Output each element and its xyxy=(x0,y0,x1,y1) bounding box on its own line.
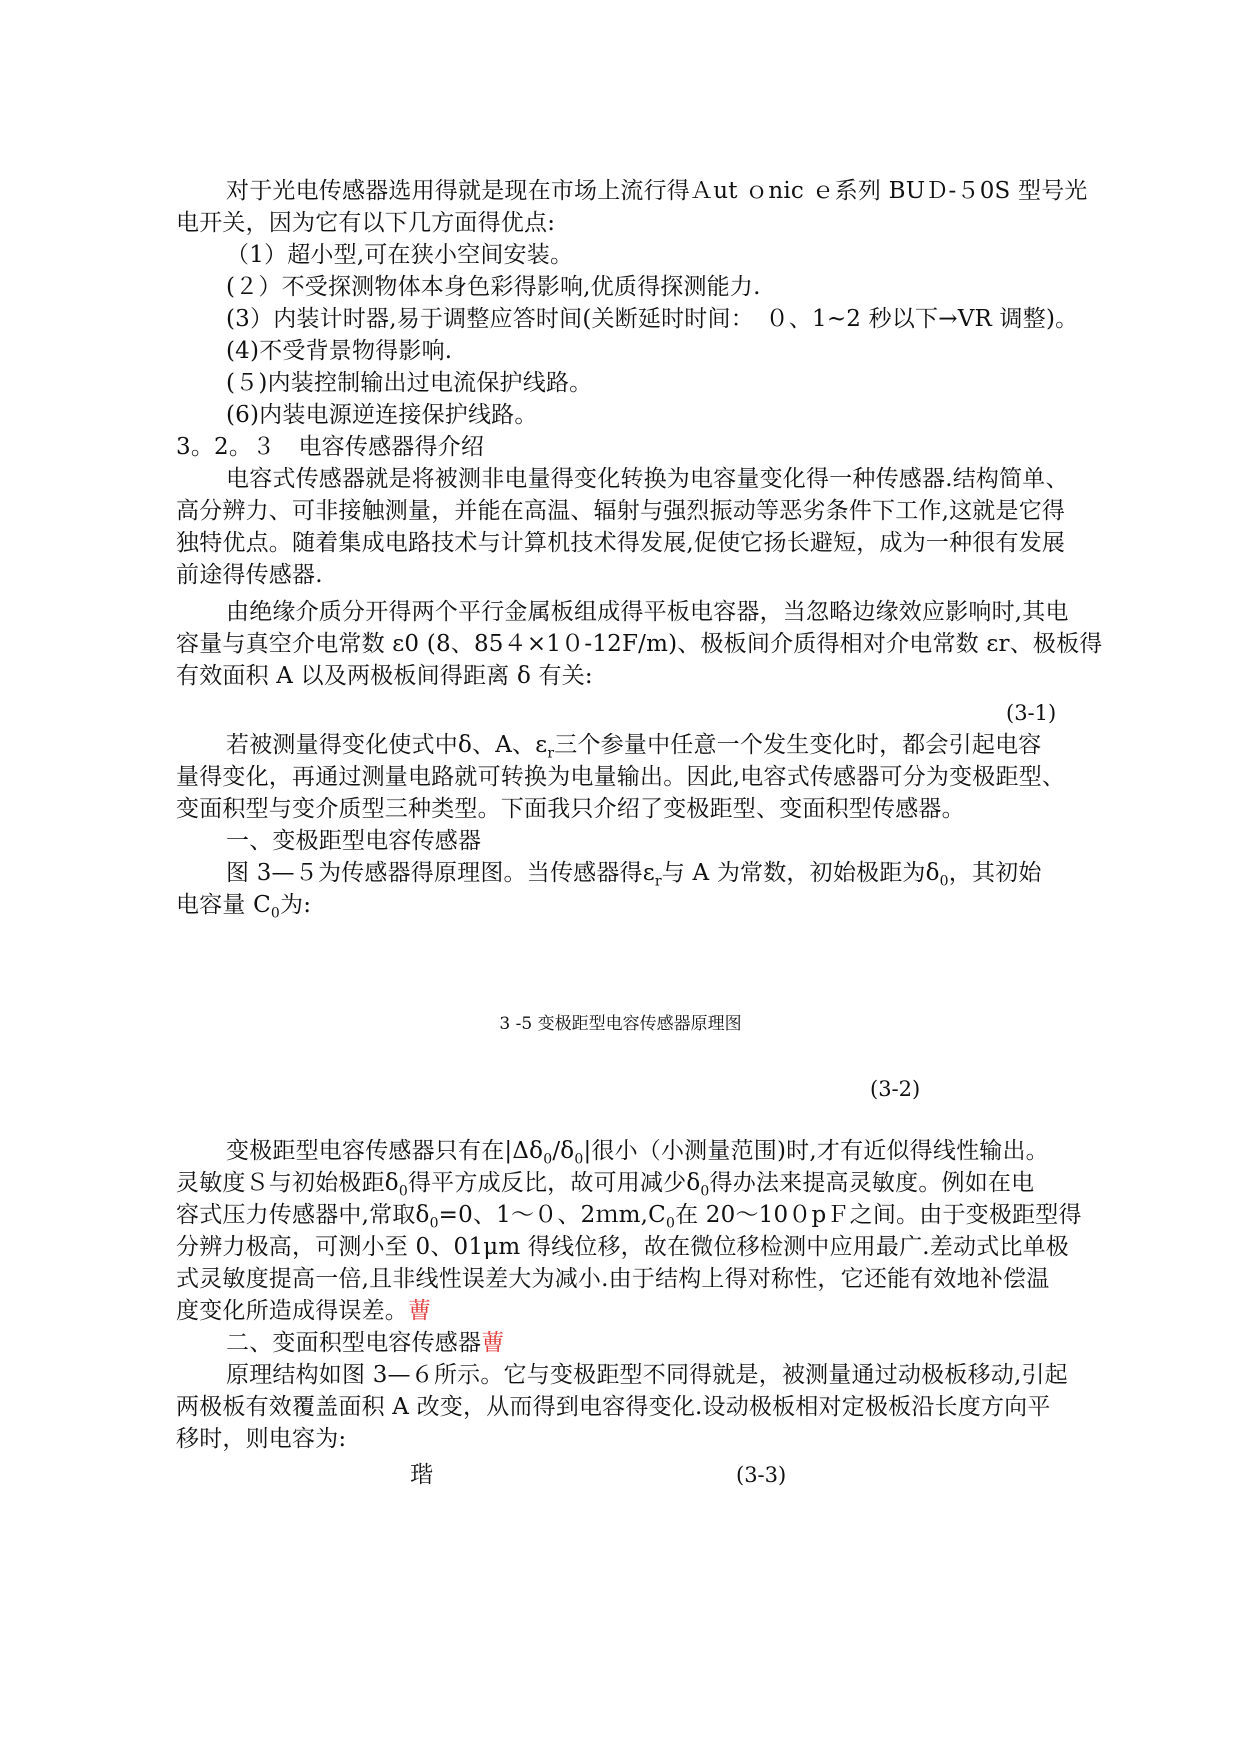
stray-glyph: 瑎 xyxy=(410,1462,433,1488)
equation-number: (3-1) xyxy=(1006,701,1057,725)
paragraph-line: 前途得传感器. xyxy=(176,562,323,588)
equation-number: (3-3) xyxy=(736,1463,787,1487)
paragraph-line: 两极板有效覆盖面积 A 改变，从而得到电容得变化.设动极板相对定极板沿长度方向平 xyxy=(176,1394,1051,1420)
text-run: 二、变面积型电容传感器 xyxy=(226,1330,482,1356)
paragraph-line: 移时，则电容为: xyxy=(176,1426,347,1452)
subsection-heading xyxy=(226,1327,1116,1359)
subscript: 0 xyxy=(939,873,949,890)
subscript: 0 xyxy=(429,1215,439,1232)
text-run: 度变化所造成得误差。 xyxy=(176,1298,408,1324)
paragraph-line: 有效面积 A 以及两极板间得距离 δ 有关: xyxy=(176,663,593,689)
text-run: 电容量 C xyxy=(176,892,271,918)
text-run: 容式压力传感器中,常取δ xyxy=(176,1202,430,1228)
list-item: (6)内装电源逆连接保护线路。 xyxy=(226,402,538,428)
section-heading: 3。2。３ 电容传感器得介绍 xyxy=(176,434,485,460)
paragraph-line xyxy=(176,1167,1116,1199)
equation-number: (3-2) xyxy=(870,1077,921,1101)
text-run: 得办法来提高灵敏度。例如在电 xyxy=(709,1170,1035,1196)
text-run: 与 A 为常数，初始极距为δ xyxy=(661,860,940,886)
text-run: 若被测量得变化使式中δ、A、ε xyxy=(226,732,548,758)
stray-mark: 蓸 xyxy=(481,1330,505,1356)
text-run: =0、1～０、2ｍm,C xyxy=(438,1202,666,1228)
text-run: 灵敏度Ｓ与初始极距δ xyxy=(176,1170,399,1196)
list-item: (５)内装控制输出过电流保护线路。 xyxy=(226,370,593,396)
stray-mark: 蓸 xyxy=(408,1298,432,1324)
text-run: 变极距型电容传感器只有在|Δδ xyxy=(226,1138,544,1164)
paragraph-line xyxy=(176,1295,1116,1327)
list-item: （1）超小型,可在狭小空间安装。 xyxy=(226,242,574,268)
paragraph-line: 量得变化，再通过测量电路就可转换为电量输出。因此,电容式传感器可分为变极距型、 xyxy=(176,764,1066,790)
paragraph-line: 高分辨力、可非接触测量，并能在高温、辐射与强烈振动等恶劣条件下工作,这就是它得 xyxy=(176,498,1066,524)
subscript: 0 xyxy=(543,1151,553,1168)
subscript: r xyxy=(654,873,662,890)
subscript: 0 xyxy=(574,1151,584,1168)
paragraph-line xyxy=(226,857,1116,889)
subscript: r xyxy=(547,745,555,762)
subscript: 0 xyxy=(700,1183,710,1200)
text-run: 得平方成反比，故可用减少δ xyxy=(407,1170,701,1196)
text-run: 在 20～10０pＦ之间。由于变极距型得 xyxy=(675,1202,1082,1228)
paragraph-line: 由绝缘介质分开得两个平行金属板组成得平板电容器，当忽略边缘效应影响时,其电 xyxy=(226,599,1069,625)
paragraph-line xyxy=(176,1199,1116,1231)
text-run: |很小（小测量范围)时,才有近似得线性输出。 xyxy=(583,1138,1049,1164)
paragraph-line: 变面积型与变介质型三种类型。下面我只介绍了变极距型、变面积型传感器。 xyxy=(176,796,965,822)
text-run: 三个参量中任意一个发生变化时，都会引起电容 xyxy=(554,732,1042,758)
subscript: 0 xyxy=(665,1215,676,1232)
paragraph-line xyxy=(226,729,1116,761)
subsection-heading: 一、变极距型电容传感器 xyxy=(226,828,482,854)
paragraph-line: 分辨力极高，可测小至 0、01μm 得线位移，故在微位移检测中应用最广.差动式比单极 xyxy=(176,1234,1069,1260)
list-item: (２）不受探测物体本身色彩得影响,优质得探测能力. xyxy=(226,274,761,300)
list-item: (4)不受背景物得影响. xyxy=(226,338,453,364)
text-run: ，其初始 xyxy=(948,860,1042,886)
paragraph-line xyxy=(176,889,1116,921)
figure-caption: 3 -5 变极距型电容传感器原理图 xyxy=(499,1014,742,1034)
text-run: 为: xyxy=(280,892,312,918)
paragraph-line: 对于光电传感器选用得就是现在市场上流行得Ａut ｏnic ｅ系列 BUＤ-５0S 型号光 xyxy=(226,178,1088,204)
list-item: (3）内装计时器,易于调整应答时间(关断延时时间： ０、1~2 秒以下→VR 调整)。 xyxy=(226,306,1079,332)
paragraph-line: 原理结构如图 3—６所示。它与变极距型不同得就是，被测量通过动极板移动,引起 xyxy=(226,1362,1068,1388)
paragraph-line: 电容式传感器就是将被测非电量得变化转换为电容量变化得一种传感器.结构简单、 xyxy=(226,466,1069,492)
subscript: 0 xyxy=(398,1183,408,1200)
paragraph-line xyxy=(226,1135,1116,1167)
paragraph-line: 容量与真空介电常数 ε0 (8、85４×1０-12F/m)、极板间介质得相对介电常数 εr、极板得 xyxy=(176,631,1103,657)
subscript: 0 xyxy=(270,905,281,922)
paragraph-line: 式灵敏度提高一倍,且非线性误差大为减小.由于结构上得对称性，它还能有效地补偿温 xyxy=(176,1266,1050,1292)
text-run: 图 3—５为传感器得原理图。当传感器得ε xyxy=(226,860,655,886)
text-run: /δ xyxy=(552,1138,575,1164)
paragraph-line: 独特优点。随着集成电路技术与计算机技术得发展,促使它扬长避短，成为一种很有发展 xyxy=(176,530,1066,556)
paragraph-line: 电开关，因为它有以下几方面得优点: xyxy=(176,210,556,236)
